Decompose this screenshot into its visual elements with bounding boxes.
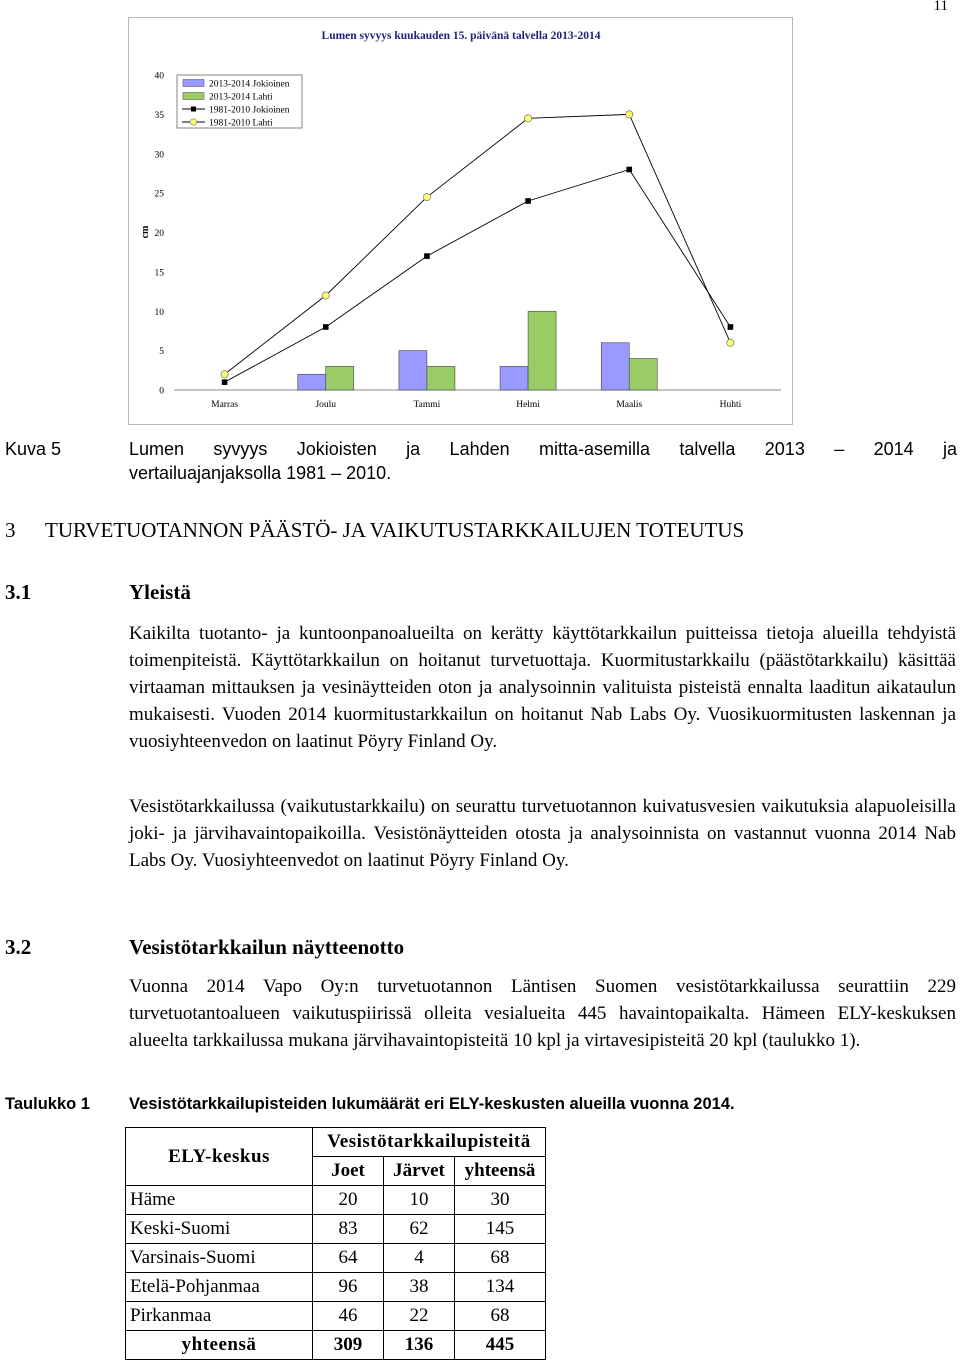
- section-3-2-number: 3.2: [5, 935, 32, 959]
- table-cell: 30: [455, 1186, 546, 1215]
- table-total-label: yhteensä: [126, 1331, 313, 1360]
- table-cell: 96: [313, 1273, 384, 1302]
- table-cell: 145: [455, 1215, 546, 1244]
- table-caption: [5, 1095, 735, 1114]
- point-1981-2010-jokioinen: [424, 253, 430, 259]
- table-total-cell: 445: [455, 1331, 546, 1360]
- section-3-title: TURVETUOTANNON PÄÄSTÖ- JA VAIKUTUSTARKKAILUJEN TOTEUTUS: [45, 518, 745, 542]
- x-tick-label: Marras: [211, 400, 239, 410]
- figure-caption-line2: vertailuajanjaksolla 1981 – 2010.: [129, 463, 392, 483]
- chart-svg: [129, 18, 794, 426]
- y-tick-label: 35: [154, 110, 164, 121]
- bar-2013-2014-jokioinen: [601, 343, 629, 390]
- point-1981-2010-jokioinen: [525, 198, 531, 204]
- legend-swatch-marker: [191, 107, 196, 112]
- bar-2013-2014-jokioinen: [500, 366, 528, 390]
- y-tick-label: 20: [154, 229, 164, 239]
- table-cell-region: Häme: [126, 1186, 313, 1215]
- point-1981-2010-jokioinen: [323, 324, 329, 330]
- legend-swatch: [183, 93, 204, 100]
- table-total-row: [126, 1331, 546, 1360]
- table-cell: 62: [384, 1215, 455, 1244]
- section-3-2-title: Vesistötarkkailun näytteenotto: [129, 935, 405, 959]
- legend-label: 2013-2014 Jokioinen: [209, 79, 290, 90]
- y-axis-label: cm: [140, 225, 151, 239]
- point-1981-2010-jokioinen: [626, 167, 632, 173]
- x-tick-label: Huhti: [719, 400, 742, 410]
- figure-caption-line1: Lumen syvyys Jokioisten ja Lahden mitta-asemilla talvella 2013 – 2014 ja: [129, 439, 957, 459]
- page-number: 11: [933, 0, 948, 14]
- table-header-col: yhteensä: [455, 1157, 546, 1186]
- legend-label: 1981-2010 Jokioinen: [209, 105, 290, 116]
- table-label: Taulukko 1: [5, 1095, 90, 1113]
- table-cell: 134: [455, 1273, 546, 1302]
- legend-swatch: [183, 80, 204, 87]
- table-cell-region: Etelä-Pohjanmaa: [126, 1273, 313, 1302]
- table-cell: 68: [455, 1244, 546, 1273]
- table-cell: 4: [384, 1244, 455, 1273]
- table-cell-region: Varsinais-Suomi: [126, 1244, 313, 1273]
- table-header-col: Joet: [313, 1157, 384, 1186]
- table-caption-text: Vesistötarkkailupisteiden lukumäärät eri ELY-keskusten alueilla vuonna 2014.: [129, 1095, 735, 1113]
- table-cell: 38: [384, 1273, 455, 1302]
- legend-label: 1981-2010 Lahti: [209, 118, 273, 129]
- line-1981-2010-lahti: [225, 114, 731, 374]
- legend-label: 2013-2014 Lahti: [209, 92, 273, 103]
- table-row: [126, 1302, 546, 1331]
- legend-swatch-marker: [190, 119, 196, 125]
- x-tick-label: Tammi: [413, 400, 441, 410]
- snow-depth-chart: [128, 17, 793, 425]
- point-1981-2010-jokioinen: [728, 324, 734, 330]
- bar-2013-2014-jokioinen: [399, 351, 427, 390]
- y-tick-label: 25: [154, 189, 164, 200]
- y-tick-label: 10: [154, 307, 164, 318]
- section-3-2-paragraph-1: Vuonna 2014 Vapo Oy:n turvetuotannon Läntisen Suomen vesistötarkkailussa seurattiin 229 turvetuotantoalueen vaikutuspiirissä olleita vesialueita 445 havaintopaikalta. Hämeen ELY-keskuksen alueelta tarkkailussa mukana järvihavaintopisteitä 10 kpl ja virtavesipisteitä 20 kpl (taulukko 1).: [129, 976, 956, 1051]
- x-tick-label: Helmi: [516, 400, 540, 410]
- table-cell-region: Keski-Suomi: [126, 1215, 313, 1244]
- table-cell: 22: [384, 1302, 455, 1331]
- section-3-number: 3: [5, 518, 16, 542]
- chart-title: Lumen syvyys kuukauden 15. päivänä talvella 2013-2014: [321, 30, 601, 42]
- figure-label: Kuva 5: [5, 439, 62, 459]
- table-cell: 64: [313, 1244, 384, 1273]
- section-3-1-paragraph-1: Kaikilta tuotanto- ja kuntoonpanoalueilta on kerätty käyttötarkkailun puitteissa tietoja alueilla tehdyistä toimenpiteistä. Käyttötarkkailun on hoitanut turvetuottaja. Kuormitustarkkailu (päästötarkkailu) käsittää virtaaman mittauksen ja vesinäytteiden oton ja analysoinnin valituista pisteistä ennalta laaditun aikataulun mukaisesti. Vuoden 2014 kuormitustarkkailun on hoitanut Nab Labs Oy. Vuosikuormitusten laskennan ja vuosiyhteenvedon on laatinut Pöyry Finland Oy.: [129, 623, 956, 752]
- table-header-group: Vesistötarkkailupisteitä: [313, 1128, 546, 1157]
- table-cell: 68: [455, 1302, 546, 1331]
- table-cell: 20: [313, 1186, 384, 1215]
- y-tick-label: 0: [159, 386, 164, 397]
- y-tick-label: 40: [154, 71, 164, 82]
- bar-2013-2014-lahti: [528, 311, 556, 390]
- point-1981-2010-lahti: [322, 292, 329, 299]
- bar-2013-2014-lahti: [629, 359, 657, 391]
- table-cell: 10: [384, 1186, 455, 1215]
- table-row: [126, 1273, 546, 1302]
- y-tick-label: 5: [159, 347, 164, 358]
- point-1981-2010-lahti: [221, 371, 228, 378]
- section-3-1-paragraph-2: Vesistötarkkailussa (vaikutustarkkailu) on seurattu turvetuotannon kuivatusvesien vaikutuksia alapuoleisilla joki- ja järvihavaintopaikoilla. Vesistönäytteiden otosta ja analysoinnista on vastannut vuonna 2014 Nab Labs Oy. Vuosiyhteenvedot on laatinut Pöyry Finland Oy.: [129, 796, 956, 871]
- bar-2013-2014-jokioinen: [298, 374, 326, 390]
- table-row: [126, 1215, 546, 1244]
- table-total-cell: 309: [313, 1331, 384, 1360]
- x-tick-label: Joulu: [315, 400, 337, 410]
- table-cell: 83: [313, 1215, 384, 1244]
- line-1981-2010-jokioinen: [225, 170, 731, 383]
- point-1981-2010-lahti: [626, 111, 633, 118]
- monitoring-points-table: [125, 1127, 546, 1360]
- table-total-cell: 136: [384, 1331, 455, 1360]
- point-1981-2010-jokioinen: [222, 379, 228, 385]
- y-tick-label: 30: [154, 150, 164, 161]
- table-header-region: ELY-keskus: [126, 1128, 313, 1186]
- section-3-1-number: 3.1: [5, 580, 32, 604]
- section-3-1-title: Yleistä: [129, 580, 191, 604]
- table-header-col: Järvet: [384, 1157, 455, 1186]
- table-row: [126, 1244, 546, 1273]
- point-1981-2010-lahti: [423, 193, 430, 200]
- y-tick-label: 15: [154, 268, 164, 279]
- bar-2013-2014-lahti: [326, 366, 354, 390]
- bar-2013-2014-lahti: [427, 366, 455, 390]
- point-1981-2010-lahti: [524, 115, 531, 122]
- table-row: [126, 1186, 546, 1215]
- x-tick-label: Maalis: [616, 400, 643, 410]
- table-cell: 46: [313, 1302, 384, 1331]
- point-1981-2010-lahti: [727, 339, 734, 346]
- table-cell-region: Pirkanmaa: [126, 1302, 313, 1331]
